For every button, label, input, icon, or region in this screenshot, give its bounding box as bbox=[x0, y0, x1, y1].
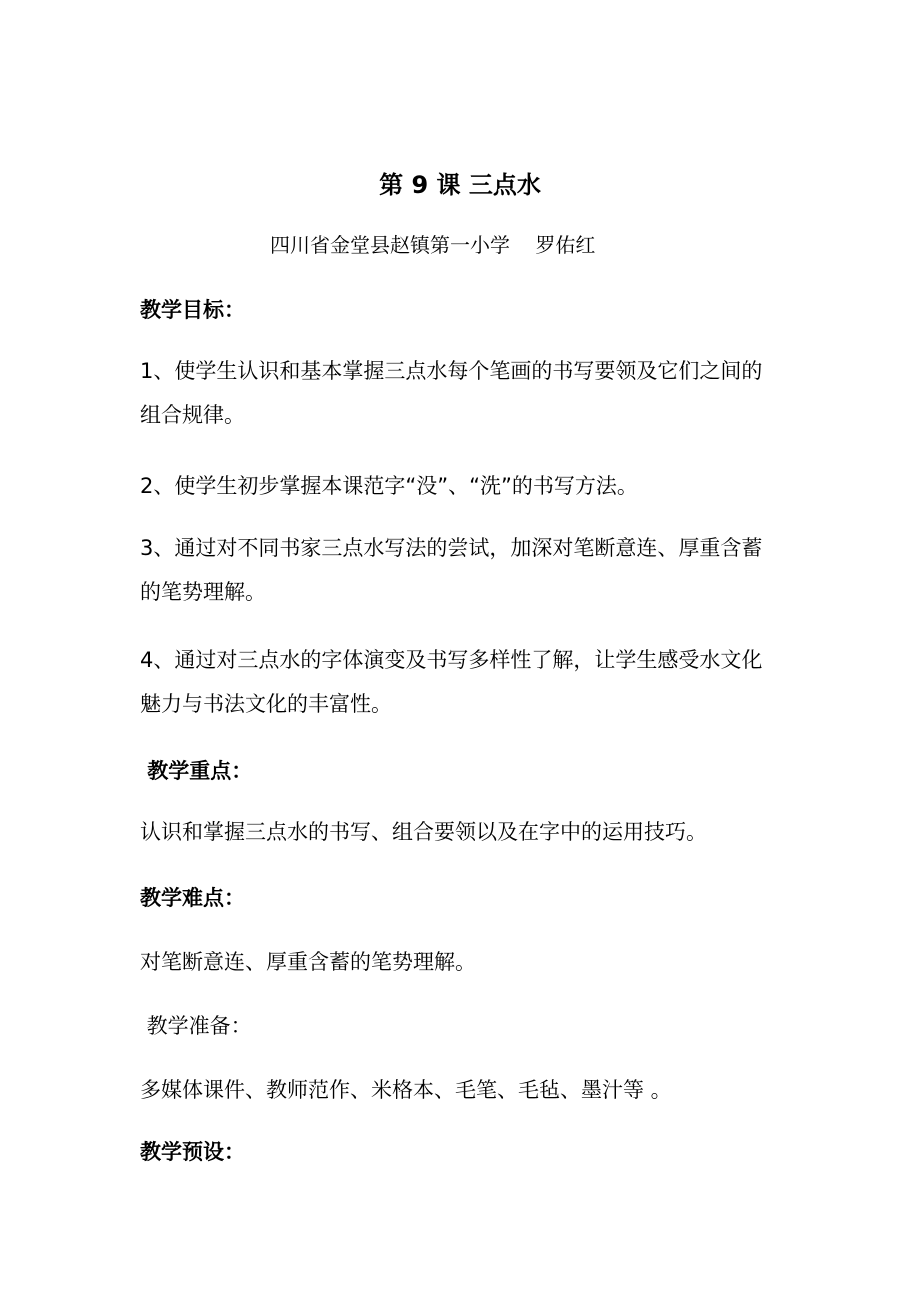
objective-3-line-1: 3、通过对不同书家三点水写法的尝试，加深对笔断意连、厚重含蓄 bbox=[140, 536, 763, 560]
difficulties-heading: 教学难点： bbox=[140, 886, 245, 910]
objective-3-line-2: 的笔势理解。 bbox=[140, 580, 266, 604]
key-points-text: 认识和掌握三点水的书写、组合要领以及在字中的运用技巧。 bbox=[140, 820, 707, 844]
preparation-text: 多媒体课件、教师范作、米格本、毛笔、毛毡、墨汁等 。 bbox=[140, 1078, 672, 1102]
author-line: 四川省金堂县赵镇第一小学 罗佑红 bbox=[270, 233, 596, 257]
objective-1-line-1: 1、使学生认识和基本掌握三点水每个笔画的书写要领及它们之间的 bbox=[140, 359, 763, 383]
objective-2: 2、使学生初步掌握本课范字“没”、“洗”的书写方法。 bbox=[140, 474, 638, 498]
preparation-heading: 教学准备： bbox=[140, 1014, 252, 1038]
objectives-heading: 教学目标： bbox=[140, 298, 245, 322]
difficulties-text: 对笔断意连、厚重含蓄的笔势理解。 bbox=[140, 950, 476, 974]
key-points-heading: 教学重点： bbox=[140, 759, 253, 783]
presets-heading: 教学预设： bbox=[140, 1140, 245, 1164]
objective-4-line-2: 魅力与书法文化的丰富性。 bbox=[140, 692, 392, 716]
objective-1-line-2: 组合规律。 bbox=[140, 403, 245, 427]
objective-4-line-1: 4、通过对三点水的字体演变及书写多样性了解，让学生感受水文化 bbox=[140, 648, 763, 672]
lesson-title: 第 9 课 三点水 bbox=[379, 171, 541, 199]
